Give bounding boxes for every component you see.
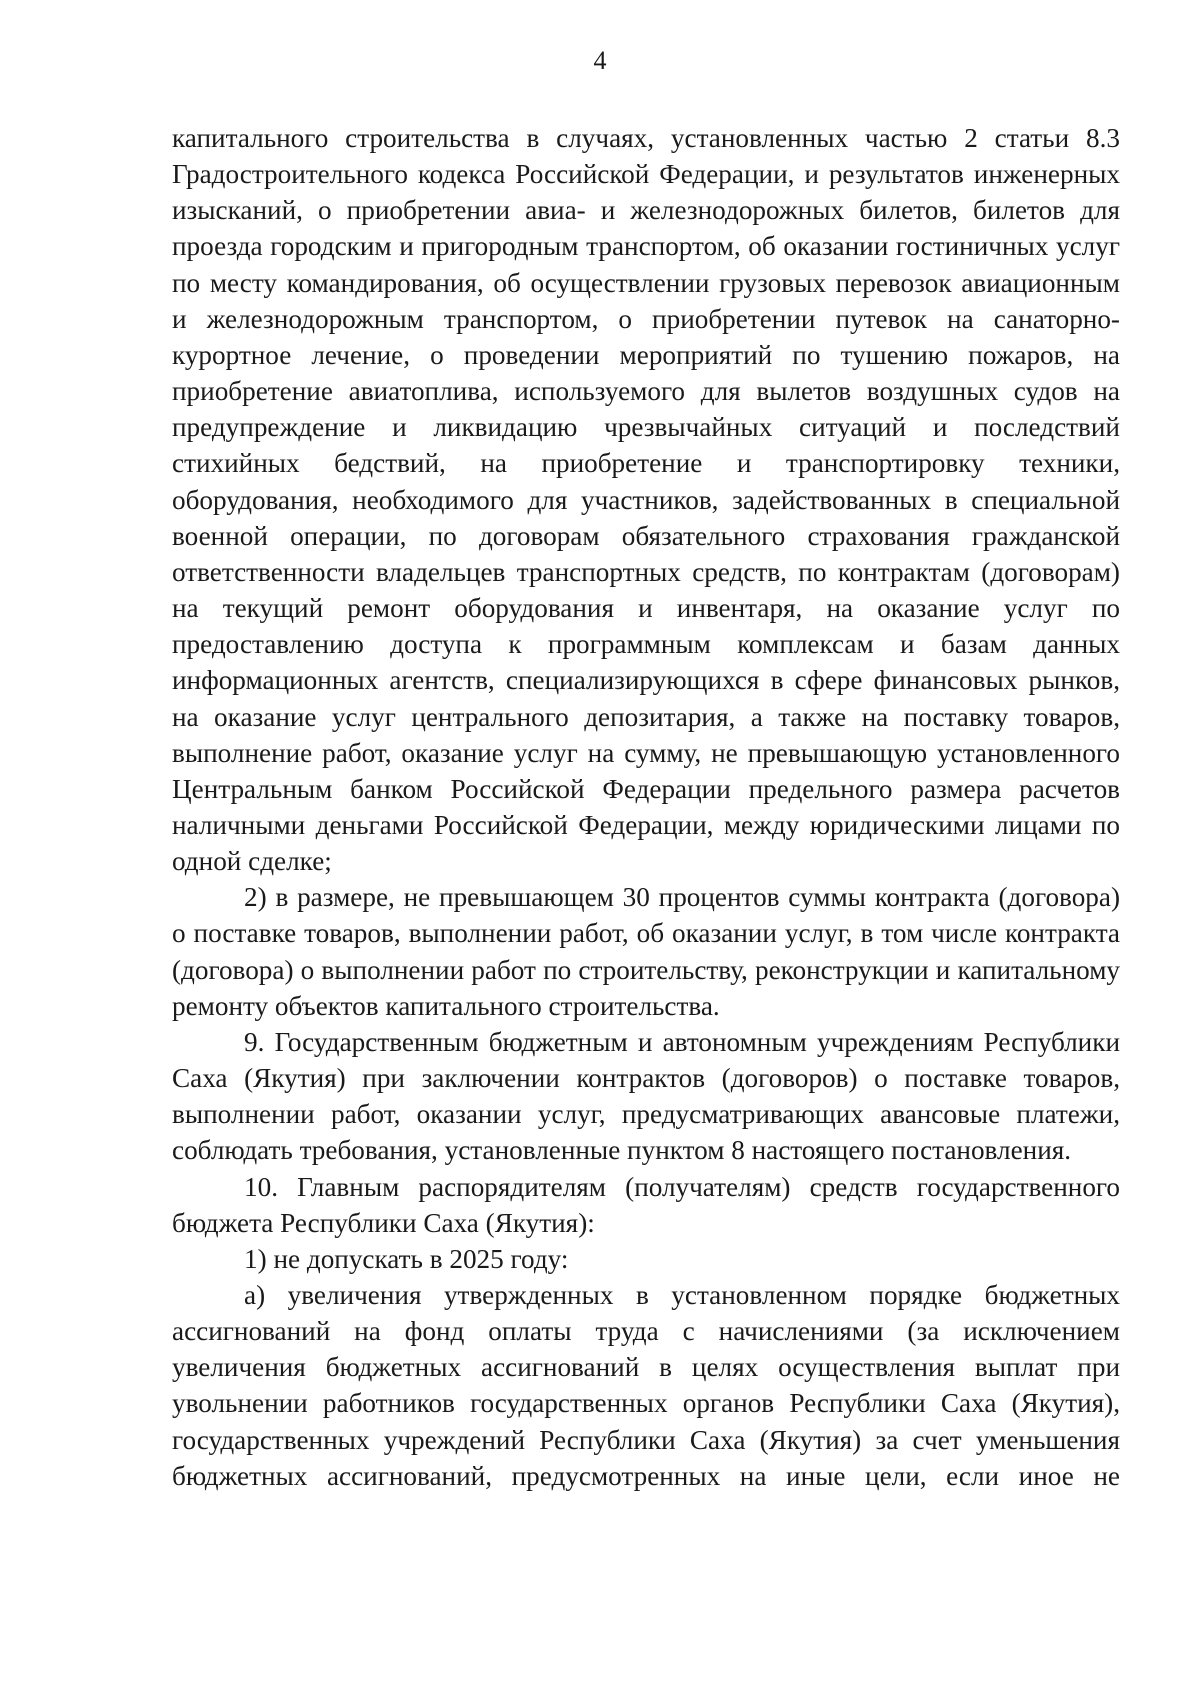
paragraph-subitem-a: а) увеличения утвержденных в установленном порядке бюджетных ассигнований на фонд оплаты труда с начислениями (за исключением увеличения бюджетных ассигнований в целях осуществления выплат при увольнении работников государственных органов Республики Саха (Якутия), государственных учреждений Республики Саха (Якутия) за счет уменьшения бюджетных ассигнований, предусмотренных на иные цели, если иное не xyxy=(172,1280,1120,1491)
paragraph-subitem-1: 1) не допускать в 2025 году: xyxy=(244,1243,569,1274)
paragraph-clause-9: 9. Государственным бюджетным и автономным учреждениям Республики Саха (Якутия) при заключении контрактов (договоров) о поставке товаров, выполнении работ, оказании услуг, предусматривающих авансовые платежи, соблюдать требования, установленные пунктом 8 настоящего постановления. xyxy=(172,1026,1120,1166)
paragraph-item-2: 2) в размере, не превышающем 30 процентов суммы контракта (договора) о поставке товаров, выполнении работ, об оказании услуг, в том числе контракта (договора) о выполнении работ по строительству, реконструкции и капитальному ремонту объектов капитального строительства. xyxy=(172,882,1120,1021)
document-body xyxy=(172,120,1120,1494)
page-number: 4 xyxy=(593,46,607,75)
paragraph-continuation: капитального строительства в случаях, установленных частью 2 статьи 8.3 Градостроительного кодекса Российской Федерации, и результатов инженерных изысканий, о приобретении авиа- и железнодорожных билетов, билетов для проезда городским и пригородным транспортом, об оказании гостиничных услуг по месту командирования, об осуществлении грузовых перевозок авиационным и железнодорожным транспортом, о приобретении путевок на санаторно-курортное лечение, о проведении мероприятий по тушению пожаров, на приобретение авиатоплива, используемого для вылетов воздушных судов на предупреждение и ликвидацию чрезвычайных ситуаций и последствий стихийных бедствий, на приобретение и транспортировку техники, оборудования, необходимого для участников, задействованных в специальной военной операции, по договорам обязательного страхования гражданской ответственности владельцев транспортных средств, по контрактам (договорам) на текущий ремонт оборудования и инвентаря, на оказание услуг по предоставлению доступа к программным комплексам и базам данных информационных агентств, специализирующихся в сфере финансовых рынков, на оказание услуг центрального депозитария, а также на поставку товаров, выполнение работ, оказание услуг на сумму, не превышающую установленного Центральным банком Российской Федерации предельного размера расчетов наличными деньгами Российской Федерации, между юридическими лицами по одной сделке; xyxy=(172,123,1120,877)
paragraph-clause-10: 10. Главным распорядителям (получателям) средств государственного бюджета Республики Саха (Якутия): xyxy=(172,1171,1120,1238)
